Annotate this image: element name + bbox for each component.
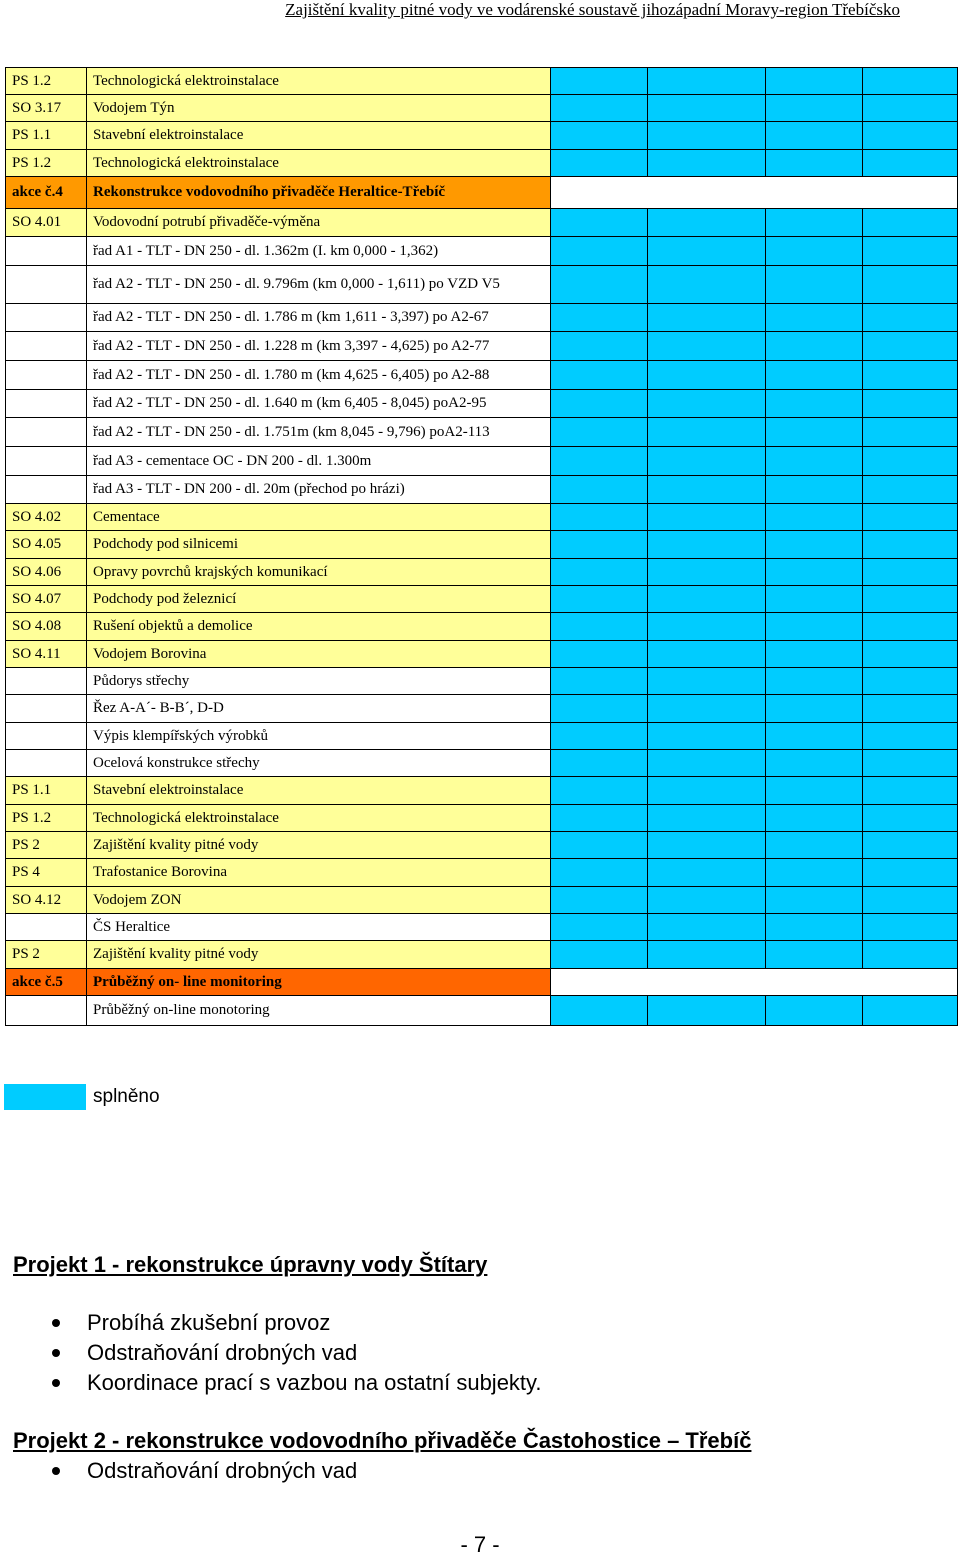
table-row bbox=[6, 750, 958, 777]
status-cell-done bbox=[863, 361, 958, 390]
status-cell-done bbox=[648, 68, 766, 95]
status-cell-done bbox=[648, 150, 766, 177]
status-cell-done bbox=[766, 832, 863, 859]
row-code: SO 4.12 bbox=[6, 887, 87, 914]
status-cell-done bbox=[551, 695, 648, 723]
list-item-text: Probíhá zkušební provoz bbox=[87, 1310, 331, 1335]
status-cell-done bbox=[551, 668, 648, 695]
table-row bbox=[6, 390, 958, 418]
row-name: Technologická elektroinstalace bbox=[87, 805, 551, 832]
status-cell-done bbox=[648, 777, 766, 805]
status-cell-done bbox=[863, 418, 958, 447]
status-cell-done bbox=[863, 447, 958, 476]
status-cell-done bbox=[766, 390, 863, 418]
status-cell-done bbox=[551, 266, 648, 304]
row-code: PS 1.1 bbox=[6, 777, 87, 805]
status-table bbox=[5, 67, 958, 1026]
list-item bbox=[50, 1338, 542, 1368]
status-cell-done bbox=[863, 237, 958, 266]
status-cell-done bbox=[766, 266, 863, 304]
table-row bbox=[6, 418, 958, 447]
status-cell-done bbox=[551, 832, 648, 859]
status-cell-done bbox=[551, 304, 648, 332]
row-code: PS 2 bbox=[6, 832, 87, 859]
status-cell-done bbox=[766, 209, 863, 237]
row-code: SO 4.05 bbox=[6, 531, 87, 559]
status-cell-done bbox=[648, 390, 766, 418]
status-cell-done bbox=[551, 559, 648, 586]
status-cell-done bbox=[551, 150, 648, 177]
status-cell-done bbox=[551, 237, 648, 266]
status-cell-done bbox=[648, 476, 766, 504]
status-cell-done bbox=[766, 887, 863, 914]
row-code: PS 1.2 bbox=[6, 150, 87, 177]
status-cell-done bbox=[551, 504, 648, 531]
status-cell-done bbox=[766, 914, 863, 941]
row-code bbox=[6, 304, 87, 332]
status-cell-done bbox=[863, 887, 958, 914]
table-row bbox=[6, 531, 958, 559]
status-cell-done bbox=[766, 805, 863, 832]
status-cell-done bbox=[551, 447, 648, 476]
status-cell-done bbox=[766, 476, 863, 504]
row-name: řad A1 - TLT - DN 250 - dl. 1.362m (I. km 0,000 - 1,362) bbox=[87, 237, 551, 266]
row-name: řad A2 - TLT - DN 250 - dl. 1.780 m (km 4,625 - 6,405) po A2-88 bbox=[87, 361, 551, 390]
status-cell-done bbox=[766, 95, 863, 122]
row-code bbox=[6, 390, 87, 418]
status-cell-done bbox=[766, 586, 863, 613]
status-cell-done bbox=[551, 122, 648, 150]
row-name: Vodojem Týn bbox=[87, 95, 551, 122]
list-item bbox=[50, 1308, 542, 1338]
bullet-icon bbox=[52, 1379, 60, 1387]
project2-list bbox=[50, 1456, 357, 1486]
row-code bbox=[6, 418, 87, 447]
status-cell-done bbox=[863, 613, 958, 641]
status-cell-done bbox=[648, 304, 766, 332]
table-row bbox=[6, 177, 958, 209]
status-cell-done bbox=[863, 859, 958, 887]
status-cell-done bbox=[863, 150, 958, 177]
status-cell-done bbox=[551, 777, 648, 805]
table-row bbox=[6, 237, 958, 266]
row-name: řad A3 - TLT - DN 200 - dl. 20m (přechod po hrázi) bbox=[87, 476, 551, 504]
row-name: Rekonstrukce vodovodního přivaděče Heraltice-Třebíč bbox=[87, 177, 551, 209]
bullet-icon bbox=[52, 1349, 60, 1357]
status-cell-done bbox=[863, 996, 958, 1026]
status-cell-done bbox=[551, 531, 648, 559]
list-item-text: Odstraňování drobných vad bbox=[87, 1458, 358, 1483]
bullet-icon bbox=[52, 1319, 60, 1327]
status-cell-done bbox=[863, 209, 958, 237]
status-cell-done bbox=[766, 237, 863, 266]
table-row bbox=[6, 996, 958, 1026]
status-cell-done bbox=[648, 447, 766, 476]
status-cell-done bbox=[863, 941, 958, 969]
status-cell-done bbox=[766, 723, 863, 750]
status-cell-done bbox=[863, 559, 958, 586]
row-code: SO 4.01 bbox=[6, 209, 87, 237]
status-cell-done bbox=[551, 68, 648, 95]
status-cell-done bbox=[648, 361, 766, 390]
status-cell-done bbox=[648, 941, 766, 969]
row-code: SO 3.17 bbox=[6, 95, 87, 122]
status-cell-done bbox=[863, 304, 958, 332]
row-name: Rušení objektů a demolice bbox=[87, 613, 551, 641]
status-cell-done bbox=[766, 613, 863, 641]
table-row bbox=[6, 559, 958, 586]
row-code bbox=[6, 668, 87, 695]
status-cell-done bbox=[648, 418, 766, 447]
table-row bbox=[6, 332, 958, 361]
status-cell-done bbox=[648, 668, 766, 695]
row-name: Podchody pod železnicí bbox=[87, 586, 551, 613]
table-row bbox=[6, 122, 958, 150]
list-item bbox=[50, 1456, 357, 1486]
status-cell-done bbox=[766, 504, 863, 531]
status-cell-done bbox=[551, 586, 648, 613]
status-cell-done bbox=[766, 447, 863, 476]
status-cell-done bbox=[551, 361, 648, 390]
row-code: SO 4.07 bbox=[6, 586, 87, 613]
status-cell-done bbox=[863, 332, 958, 361]
table-row bbox=[6, 832, 958, 859]
status-cell-done bbox=[551, 209, 648, 237]
status-cell-done bbox=[863, 641, 958, 668]
status-cell-done bbox=[766, 418, 863, 447]
status-cell-done bbox=[648, 723, 766, 750]
status-cell-done bbox=[766, 361, 863, 390]
status-cell-done bbox=[648, 266, 766, 304]
table-row bbox=[6, 914, 958, 941]
table-row bbox=[6, 361, 958, 390]
status-cell-done bbox=[766, 559, 863, 586]
status-cell-done bbox=[766, 777, 863, 805]
row-name: Stavební elektroinstalace bbox=[87, 777, 551, 805]
status-cell-done bbox=[766, 531, 863, 559]
table-row bbox=[6, 668, 958, 695]
status-cell-done bbox=[648, 122, 766, 150]
table-row bbox=[6, 304, 958, 332]
row-name: Řez A-A´- B-B´, D-D bbox=[87, 695, 551, 723]
status-cell-done bbox=[551, 613, 648, 641]
status-cell-done bbox=[766, 750, 863, 777]
table-row bbox=[6, 150, 958, 177]
table-row bbox=[6, 266, 958, 304]
status-cell-done bbox=[648, 750, 766, 777]
table-row bbox=[6, 887, 958, 914]
row-name: řad A2 - TLT - DN 250 - dl. 1.640 m (km 6,405 - 8,045) poA2-95 bbox=[87, 390, 551, 418]
row-name: řad A3 - cementace OC - DN 200 - dl. 1.300m bbox=[87, 447, 551, 476]
table-row bbox=[6, 586, 958, 613]
row-name: Půdorys střechy bbox=[87, 668, 551, 695]
list-item-text: Koordinace prací s vazbou na ostatní subjekty. bbox=[87, 1370, 542, 1395]
status-cell-done bbox=[648, 805, 766, 832]
row-name: Technologická elektroinstalace bbox=[87, 68, 551, 95]
status-cell-done bbox=[863, 832, 958, 859]
bullet-icon bbox=[52, 1467, 60, 1475]
row-code: PS 1.2 bbox=[6, 68, 87, 95]
row-code bbox=[6, 476, 87, 504]
row-code bbox=[6, 361, 87, 390]
row-name: Vodojem Borovina bbox=[87, 641, 551, 668]
table-row bbox=[6, 969, 958, 996]
status-cell-done bbox=[863, 504, 958, 531]
status-cell-done bbox=[551, 805, 648, 832]
status-cell-done bbox=[648, 695, 766, 723]
status-cell-done bbox=[863, 668, 958, 695]
status-cell-done bbox=[648, 996, 766, 1026]
status-cell-done bbox=[766, 68, 863, 95]
status-cell-done bbox=[551, 332, 648, 361]
status-cell-done bbox=[863, 586, 958, 613]
row-name: Průběžný on- line monitoring bbox=[87, 969, 551, 996]
status-cell-done bbox=[766, 941, 863, 969]
row-name: Zajištění kvality pitné vody bbox=[87, 941, 551, 969]
status-cell-done bbox=[648, 914, 766, 941]
status-cell-done bbox=[551, 390, 648, 418]
status-cell-done bbox=[863, 68, 958, 95]
table-row bbox=[6, 476, 958, 504]
status-cell-done bbox=[551, 476, 648, 504]
row-code bbox=[6, 695, 87, 723]
row-code bbox=[6, 723, 87, 750]
status-cell-done bbox=[648, 332, 766, 361]
row-name: Průběžný on-line monotoring bbox=[87, 996, 551, 1026]
row-code: PS 2 bbox=[6, 941, 87, 969]
row-name: řad A2 - TLT - DN 250 - dl. 1.786 m (km 1,611 - 3,397) po A2-67 bbox=[87, 304, 551, 332]
row-code bbox=[6, 332, 87, 361]
row-name: Trafostanice Borovina bbox=[87, 859, 551, 887]
status-cell-done bbox=[551, 418, 648, 447]
table-row bbox=[6, 95, 958, 122]
status-cell-done bbox=[648, 504, 766, 531]
table-row bbox=[6, 723, 958, 750]
status-cell-done bbox=[648, 209, 766, 237]
status-cell-done bbox=[648, 531, 766, 559]
row-name: Vodojem ZON bbox=[87, 887, 551, 914]
list-item bbox=[50, 1368, 542, 1398]
row-code: akce č.4 bbox=[6, 177, 87, 209]
row-name: Technologická elektroinstalace bbox=[87, 150, 551, 177]
status-cell-done bbox=[551, 723, 648, 750]
status-cell-done bbox=[863, 266, 958, 304]
status-cell-done bbox=[863, 750, 958, 777]
status-cell-done bbox=[863, 777, 958, 805]
page-number: - 7 - bbox=[460, 1532, 500, 1557]
row-code: PS 1.2 bbox=[6, 805, 87, 832]
table-row bbox=[6, 777, 958, 805]
status-cell-done bbox=[551, 887, 648, 914]
status-cell-done bbox=[551, 914, 648, 941]
status-cell-done bbox=[863, 695, 958, 723]
status-cell-done bbox=[766, 304, 863, 332]
row-code: akce č.5 bbox=[6, 969, 87, 996]
status-cell-done bbox=[648, 237, 766, 266]
row-name: ČS Heraltice bbox=[87, 914, 551, 941]
status-cell-done bbox=[766, 996, 863, 1026]
table-row bbox=[6, 209, 958, 237]
status-table-body bbox=[6, 68, 958, 1026]
row-code bbox=[6, 996, 87, 1026]
status-cell-done bbox=[766, 122, 863, 150]
status-cell-merged bbox=[551, 969, 958, 996]
row-code bbox=[6, 914, 87, 941]
legend-swatch bbox=[4, 1084, 86, 1110]
row-name: Vodovodní potrubí přivaděče-výměna bbox=[87, 209, 551, 237]
row-name: Cementace bbox=[87, 504, 551, 531]
status-cell-done bbox=[766, 695, 863, 723]
row-code bbox=[6, 266, 87, 304]
status-cell-done bbox=[863, 476, 958, 504]
status-cell-done bbox=[766, 150, 863, 177]
table-row bbox=[6, 641, 958, 668]
row-name: řad A2 - TLT - DN 250 - dl. 1.228 m (km 3,397 - 4,625) po A2-77 bbox=[87, 332, 551, 361]
project1-list bbox=[50, 1308, 542, 1398]
status-cell-done bbox=[863, 723, 958, 750]
row-code: SO 4.11 bbox=[6, 641, 87, 668]
table-row bbox=[6, 805, 958, 832]
status-cell-done bbox=[766, 859, 863, 887]
status-cell-done bbox=[551, 750, 648, 777]
status-cell-done bbox=[648, 832, 766, 859]
status-cell-done bbox=[648, 859, 766, 887]
row-name: Opravy povrchů krajských komunikací bbox=[87, 559, 551, 586]
status-cell-done bbox=[863, 531, 958, 559]
status-cell-done bbox=[766, 641, 863, 668]
row-code: SO 4.06 bbox=[6, 559, 87, 586]
page-header-title: Zajištění kvality pitné vody ve vodárenské soustavě jihozápadní Moravy-region Třebíčsko bbox=[285, 0, 900, 19]
row-code bbox=[6, 750, 87, 777]
row-code: PS 1.1 bbox=[6, 122, 87, 150]
status-cell-done bbox=[648, 559, 766, 586]
status-cell-done bbox=[648, 613, 766, 641]
status-cell-done bbox=[766, 668, 863, 695]
table-row bbox=[6, 447, 958, 476]
status-cell-merged bbox=[551, 177, 958, 209]
row-name: Stavební elektroinstalace bbox=[87, 122, 551, 150]
row-name: Výpis klempířských výrobků bbox=[87, 723, 551, 750]
status-cell-done bbox=[863, 390, 958, 418]
status-cell-done bbox=[648, 95, 766, 122]
status-cell-done bbox=[863, 805, 958, 832]
status-cell-done bbox=[648, 887, 766, 914]
row-name: Podchody pod silnicemi bbox=[87, 531, 551, 559]
table-row bbox=[6, 695, 958, 723]
status-cell-done bbox=[551, 641, 648, 668]
status-cell-done bbox=[648, 586, 766, 613]
legend-label: splněno bbox=[93, 1086, 160, 1107]
list-item-text: Odstraňování drobných vad bbox=[87, 1340, 358, 1365]
row-code: SO 4.08 bbox=[6, 613, 87, 641]
project2-heading: Projekt 2 - rekonstrukce vodovodního přivaděče Častohostice – Třebíč bbox=[13, 1428, 752, 1453]
status-cell-done bbox=[766, 332, 863, 361]
row-name: Zajištění kvality pitné vody bbox=[87, 832, 551, 859]
status-cell-done bbox=[551, 996, 648, 1026]
table-row bbox=[6, 68, 958, 95]
project1-heading: Projekt 1 - rekonstrukce úpravny vody Štítary bbox=[13, 1252, 488, 1277]
table-row bbox=[6, 859, 958, 887]
table-row bbox=[6, 941, 958, 969]
status-cell-done bbox=[551, 859, 648, 887]
status-cell-done bbox=[551, 941, 648, 969]
row-code: SO 4.02 bbox=[6, 504, 87, 531]
status-cell-done bbox=[863, 95, 958, 122]
status-cell-done bbox=[863, 122, 958, 150]
row-code bbox=[6, 447, 87, 476]
table-row bbox=[6, 504, 958, 531]
status-cell-done bbox=[863, 914, 958, 941]
row-name: Ocelová konstrukce střechy bbox=[87, 750, 551, 777]
status-cell-done bbox=[551, 95, 648, 122]
row-name: řad A2 - TLT - DN 250 - dl. 1.751m (km 8,045 - 9,796) poA2-113 bbox=[87, 418, 551, 447]
row-code bbox=[6, 237, 87, 266]
table-row bbox=[6, 613, 958, 641]
row-code: PS 4 bbox=[6, 859, 87, 887]
status-cell-done bbox=[648, 641, 766, 668]
row-name: řad A2 - TLT - DN 250 - dl. 9.796m (km 0,000 - 1,611) po VZD V5 bbox=[87, 266, 551, 304]
